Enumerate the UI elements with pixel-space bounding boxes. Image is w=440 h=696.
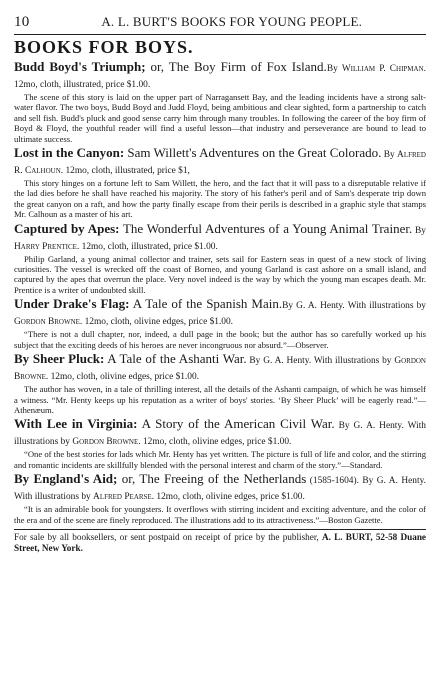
book-author: Gordon Browne. (14, 317, 83, 328)
book-description: “One of the best stories for lads which Mr. Henty has yet written. The picture is full of life and color, and the stirring and romantic incidents are skillfully blended with the personal interest and charm of the story.”—Standard. (14, 449, 426, 470)
book-description: “There is not a dull chapter, nor, indeed, a dull page in the book; but the author has so carefully worked up his subject that the exciting deeds of his heroes are never incongruous nor absurd.”—Observer. (14, 329, 426, 350)
page-number: 10 (14, 14, 30, 30)
book-price: 12mo, cloth, illustrated, price $1.00. (14, 80, 151, 90)
book-entry (14, 146, 426, 220)
book-price: 12mo, cloth, illustrated, price $1, (63, 166, 190, 177)
book-biblio: By (326, 64, 342, 74)
footer-note (14, 532, 426, 554)
book-heading (14, 352, 426, 384)
section-title: BOOKS FOR BOYS. (14, 37, 194, 57)
book-biblio: By (412, 225, 426, 236)
book-author: Gordon Browne. (14, 356, 426, 383)
book-biblio: By (381, 150, 398, 161)
book-heading (14, 472, 426, 504)
book-biblio: By G. A. Henty. With illustrations by (282, 301, 426, 312)
book-description: The author has woven, in a tale of thrilling interest, all the details of the Ashanti campaign, of which he was himself a witness. “Mr. Henty keeps up his reputation as a writer of boys' stories. ‘By Sheer Pluck’ will be eagerly read.”—Athenæum. (14, 384, 426, 415)
book-title: Lost in the Canyon: (14, 145, 125, 161)
book-title: By Sheer Pluck: (14, 351, 105, 367)
footer-text: For sale by all booksellers, or sent postpaid on receipt of price by the publisher, (14, 531, 323, 542)
book-biblio: By G. A. Henty. With illustrations by (14, 421, 426, 448)
book-author: Alfred Pearse. (93, 492, 155, 503)
book-price: 12mo, cloth, olivine edges, price $1.00. (140, 437, 292, 448)
book-price: 12mo, cloth, olivine edges, price $1.00. (82, 317, 234, 328)
book-description: Philip Garland, a young animal collector and trainer, sets sail for Eastern seas in quest of a new stock of living curiosities. The vessel is wrecked off the coast of Borneo, and young Garland is cast ashore on a small island, and captured by the apes that overrun the place. Very novel indeed is the way by which the young man escapes death. Mr. Prentice is a writer of undoubted skill. (14, 253, 426, 295)
book-entry (14, 222, 426, 296)
book-heading (14, 297, 426, 329)
book-subtitle: A Tale of the Spanish Main. (129, 296, 283, 312)
book-entry (14, 352, 426, 415)
publisher-address: A. L. BURT, 52-58 Duane Street, New York. (14, 531, 427, 553)
book-heading (14, 417, 426, 449)
book-list (14, 60, 426, 525)
book-title: With Lee in Virginia: (14, 416, 138, 432)
book-description: This story hinges on a fortune left to Sam Willett, the hero, and the fact that it will pass to a disreputable relative if the lad dies before he shall have reached his majority. The story of his father's peril and of Sam's desperate trip down the great canyon on a raft, and how the party finally escape from their perils is described in a graphic style that stamps Mr. Calhoun as a master of his art. (14, 178, 426, 220)
book-price: 12mo, cloth, illustrated, price $1.00. (79, 241, 218, 252)
book-price: 12mo, cloth, olivine edges, price $1.00. (154, 492, 305, 503)
book-heading (14, 60, 426, 92)
book-entry (14, 60, 426, 144)
book-author: Gordon Browne. (72, 437, 141, 448)
book-subtitle: A Story of the American Civil War. (137, 416, 335, 432)
book-description: “It is an admirable book for youngsters. It overflows with stirring incident and exciting adventure, and the color of the era and of the scene are finely reproduced. The illustrations add to its attractiveness.”—Boston Gazette. (14, 504, 426, 525)
book-title: Captured by Apes: (14, 220, 120, 236)
book-author: Harry Prentice. (14, 241, 80, 252)
book-entry (14, 297, 426, 350)
book-subtitle: or, The Freeing of the Netherlands (117, 471, 307, 487)
header-rule (14, 34, 426, 35)
book-entry (14, 472, 426, 525)
book-author: Alfred R. Calhoun. (14, 150, 426, 177)
book-title: By England's Aid; (14, 471, 118, 487)
page-header (14, 14, 426, 31)
book-subtitle: Sam Willett's Adventures on the Great Colorado. (124, 145, 382, 161)
book-subtitle: A Tale of the Ashanti War. (104, 351, 247, 367)
book-author: William P. Chipman. (341, 64, 426, 74)
running-title: A. L. BURT'S BOOKS FOR YOUNG PEOPLE. (101, 14, 363, 29)
book-heading (14, 222, 426, 254)
book-description: The scene of this story is laid on the upper part of Narragansett Bay, and the leading incidents have a strong salt-water flavor. The two boys, Budd Boyd and Judd Floyd, being ambitious and clear sighted, form a partnership to catch and sell fish. Budd's pluck and good sense carry him through many troubles. In following the career of the boy firm of Boyd & Floyd, the youthful reader will find a useful lesson—that industry and perseverance are bound to lead to ultimate success. (14, 92, 426, 144)
footer-rule (14, 529, 426, 530)
book-biblio: By G. A. Henty. With illustrations by (246, 356, 395, 367)
book-biblio: (1585-1604). By G. A. Henty. With illustrations by (14, 476, 427, 503)
book-subtitle: The Wonderful Adventures of a Young Animal Trainer. (119, 220, 413, 236)
book-heading (14, 146, 426, 178)
book-price: 12mo, cloth, olivine edges, price $1.00. (48, 372, 200, 383)
book-title: Under Drake's Flag: (14, 296, 130, 312)
book-subtitle: or, The Boy Firm of Fox Island. (145, 59, 327, 74)
book-entry (14, 417, 426, 470)
book-title: Budd Boyd's Triumph; (14, 59, 146, 74)
